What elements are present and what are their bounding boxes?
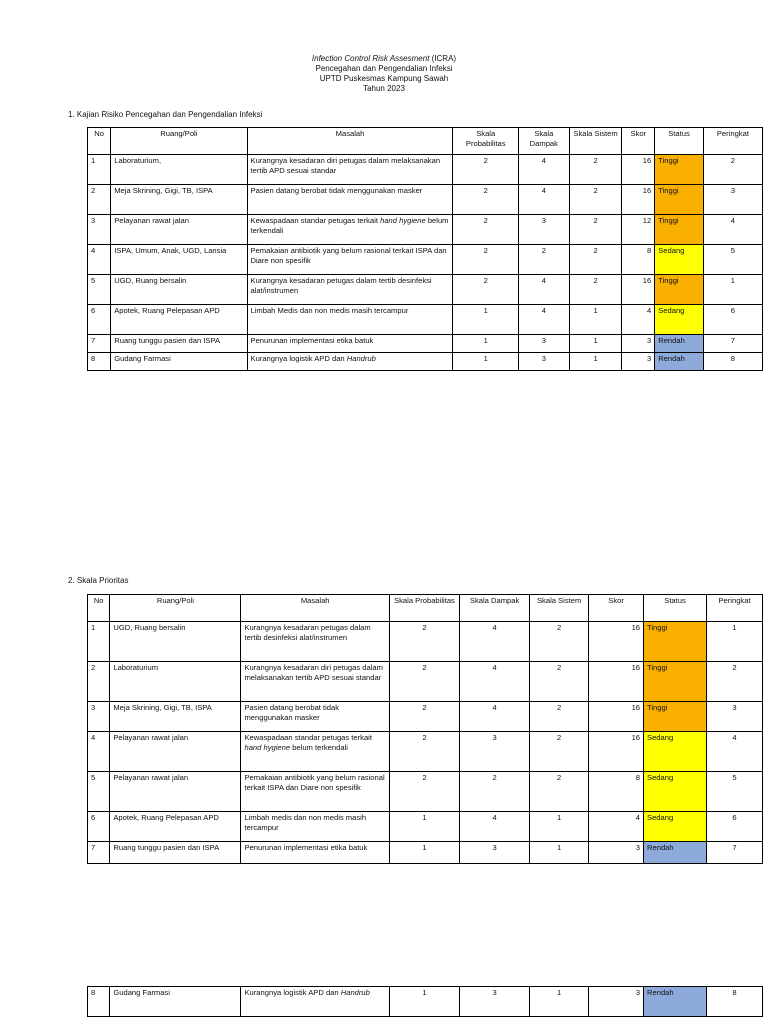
cell-probabilitas: 2 — [389, 662, 459, 702]
cell-no: 5 — [88, 772, 110, 812]
col-status-header: Status — [655, 128, 704, 155]
table-row — [88, 622, 763, 662]
cell-skor: 8 — [622, 245, 655, 275]
cell-no: 4 — [88, 732, 110, 772]
cell-ruang: Meja Skrining, Gigi, TB, ISPA — [111, 185, 247, 215]
cell-dampak: 4 — [518, 155, 569, 185]
cell-probabilitas: 1 — [453, 353, 518, 371]
cell-sistem: 2 — [569, 155, 622, 185]
col-skor-header: Skor — [589, 595, 644, 622]
cell-peringkat: 3 — [707, 702, 763, 732]
cell-masalah: Kewaspadaan standar petugas terkait hand hygiene belum terkendali — [241, 732, 389, 772]
cell-sistem: 1 — [569, 335, 622, 353]
cell-peringkat: 8 — [703, 353, 762, 371]
cell-no: 8 — [88, 353, 111, 371]
col-ruang-header: Ruang/Poli — [111, 128, 247, 155]
cell-probabilitas: 1 — [389, 812, 459, 842]
col-peringkat-header: Peringkat — [707, 595, 763, 622]
cell-sistem: 2 — [569, 245, 622, 275]
cell-peringkat: 4 — [707, 732, 763, 772]
status-cell: Sedang — [644, 732, 707, 772]
col-probabilitas-header: Skala Probabilitas — [389, 595, 459, 622]
cell-probabilitas: 2 — [453, 185, 518, 215]
cell-peringkat: 5 — [703, 245, 762, 275]
cell-probabilitas: 2 — [453, 245, 518, 275]
document-header — [0, 54, 768, 94]
cell-ruang: UGD, Ruang bersalin — [111, 275, 247, 305]
table-row — [88, 245, 763, 275]
cell-peringkat: 1 — [707, 622, 763, 662]
cell-masalah: Pemakaian antibiotik yang belum rasional terkait ISPA dan Diare non spesifik — [247, 245, 453, 275]
cell-dampak: 3 — [518, 215, 569, 245]
cell-ruang: ISPA, Umum, Anak, UGD, Lansia — [111, 245, 247, 275]
cell-sistem: 2 — [569, 215, 622, 245]
cell-skor: 8 — [589, 772, 644, 812]
cell-masalah: Kurangnya kesadaran petugas dalam tertib desinfeksi alat/instrumen — [241, 622, 389, 662]
cell-probabilitas: 2 — [453, 275, 518, 305]
cell-dampak: 2 — [460, 772, 530, 812]
col-skor-header: Skor — [622, 128, 655, 155]
cell-probabilitas: 2 — [389, 732, 459, 772]
cell-dampak: 4 — [460, 622, 530, 662]
status-cell: Tinggi — [644, 702, 707, 732]
cell-no: 2 — [88, 185, 111, 215]
cell-probabilitas: 2 — [389, 772, 459, 812]
cell-peringkat: 5 — [707, 772, 763, 812]
cell-sistem: 1 — [569, 353, 622, 371]
cell-dampak: 3 — [518, 335, 569, 353]
cell-sistem: 2 — [530, 662, 589, 702]
cell-skor: 12 — [622, 215, 655, 245]
table-row — [88, 215, 763, 245]
cell-masalah: Limbah medis dan non medis masih tercampur — [241, 812, 389, 842]
cell-sistem: 2 — [530, 622, 589, 662]
cell-no: 3 — [88, 215, 111, 245]
cell-sistem: 2 — [569, 275, 622, 305]
cell-ruang: Apotek, Ruang Pelepasan APD — [111, 305, 247, 335]
status-cell: Sedang — [655, 305, 704, 335]
document-title: Infection Control Risk Assesment (ICRA) — [311, 54, 457, 63]
status-cell: Rendah — [655, 335, 704, 353]
status-cell: Tinggi — [644, 622, 707, 662]
col-sistem-header: Skala Sistem — [530, 595, 589, 622]
cell-skor: 16 — [589, 732, 644, 772]
cell-masalah: Kurangnya kesadaran diri petugas dalam melaksanakan tertib APD sesuai standar — [247, 155, 453, 185]
cell-peringkat: 3 — [703, 185, 762, 215]
cell-ruang: Gudang Farmasi — [110, 987, 241, 1017]
cell-probabilitas: 1 — [453, 305, 518, 335]
table-row — [88, 155, 763, 185]
cell-probabilitas: 2 — [389, 622, 459, 662]
cell-sistem: 2 — [530, 702, 589, 732]
cell-dampak: 4 — [518, 185, 569, 215]
cell-no: 1 — [88, 155, 111, 185]
cell-probabilitas: 1 — [453, 335, 518, 353]
cell-probabilitas: 1 — [389, 842, 459, 864]
table-row — [88, 185, 763, 215]
cell-masalah: Kurangnya kesadaran petugas dalam tertib desinfeksi alat/instrumen — [247, 275, 453, 305]
cell-skor: 16 — [622, 275, 655, 305]
risk-assessment-table — [87, 127, 763, 371]
cell-no: 5 — [88, 275, 111, 305]
cell-dampak: 4 — [460, 812, 530, 842]
table-row — [88, 275, 763, 305]
cell-masalah: Pasien datang berobat tidak menggunakan masker — [241, 702, 389, 732]
cell-dampak: 3 — [518, 353, 569, 371]
table-row — [88, 662, 763, 702]
status-cell: Rendah — [644, 987, 707, 1017]
cell-no: 7 — [88, 842, 110, 864]
cell-dampak: 3 — [460, 987, 530, 1017]
cell-skor: 16 — [622, 155, 655, 185]
table-row — [88, 702, 763, 732]
status-cell: Tinggi — [655, 185, 704, 215]
status-cell: Rendah — [644, 842, 707, 864]
cell-no: 3 — [88, 702, 110, 732]
cell-masalah: Limbah Medis dan non medis masih tercampur — [247, 305, 453, 335]
cell-ruang: Ruang tunggu pasien dan ISPA — [111, 335, 247, 353]
cell-ruang: Gudang Farmasi — [111, 353, 247, 371]
cell-skor: 3 — [589, 842, 644, 864]
institution-name: UPTD Puskesmas Kampung Sawah — [319, 74, 449, 83]
priority-scale-table — [87, 594, 763, 864]
cell-ruang: Laboraturium, — [111, 155, 247, 185]
cell-masalah: Penurunan implementasi etika batuk — [247, 335, 453, 353]
col-status-header: Status — [644, 595, 707, 622]
table-header-row — [88, 128, 763, 155]
cell-peringkat: 4 — [703, 215, 762, 245]
cell-sistem: 1 — [569, 305, 622, 335]
status-cell: Sedang — [644, 772, 707, 812]
col-no-header: No — [88, 595, 110, 622]
cell-masalah: Pasien datang berobat tidak menggunakan masker — [247, 185, 453, 215]
cell-ruang: Ruang tunggu pasien dan ISPA — [110, 842, 241, 864]
cell-peringkat: 6 — [707, 812, 763, 842]
cell-skor: 4 — [589, 812, 644, 842]
cell-dampak: 3 — [460, 842, 530, 864]
document-year: Tahun 2023 — [363, 84, 405, 93]
table-row — [88, 305, 763, 335]
cell-peringkat: 7 — [703, 335, 762, 353]
status-cell: Tinggi — [655, 275, 704, 305]
table-row — [88, 842, 763, 864]
table-row — [88, 812, 763, 842]
table-row — [88, 732, 763, 772]
col-dampak-header: Skala Dampak — [518, 128, 569, 155]
table-row — [88, 353, 763, 371]
table-row — [88, 772, 763, 812]
cell-dampak: 4 — [518, 305, 569, 335]
priority-scale-table-continued — [87, 986, 763, 1017]
cell-sistem: 1 — [530, 812, 589, 842]
cell-ruang: UGD, Ruang bersalin — [110, 622, 241, 662]
cell-masalah: Penurunan implementasi etika batuk — [241, 842, 389, 864]
cell-probabilitas: 2 — [389, 702, 459, 732]
cell-skor: 16 — [589, 622, 644, 662]
cell-skor: 3 — [622, 335, 655, 353]
cell-dampak: 4 — [518, 275, 569, 305]
cell-masalah: Kewaspadaan standar petugas terkait hand hygiene belum terkendali — [247, 215, 453, 245]
cell-no: 6 — [88, 812, 110, 842]
status-cell: Tinggi — [655, 215, 704, 245]
cell-ruang: Apotek, Ruang Pelepasan APD — [110, 812, 241, 842]
cell-no: 1 — [88, 622, 110, 662]
cell-dampak: 2 — [518, 245, 569, 275]
cell-ruang: Pelayanan rawat jalan — [110, 772, 241, 812]
cell-masalah: Kurangnya logistik APD dan Handrub — [241, 987, 389, 1017]
col-peringkat-header: Peringkat — [703, 128, 762, 155]
cell-dampak: 4 — [460, 702, 530, 732]
col-no-header: No — [88, 128, 111, 155]
cell-sistem: 2 — [530, 772, 589, 812]
cell-skor: 4 — [622, 305, 655, 335]
cell-peringkat: 7 — [707, 842, 763, 864]
cell-ruang: Meja Skrining, Gigi, TB, ISPA — [110, 702, 241, 732]
col-probabilitas-header: Skala Probabilitas — [453, 128, 518, 155]
cell-skor: 3 — [589, 987, 644, 1017]
cell-probabilitas: 2 — [453, 215, 518, 245]
cell-sistem: 1 — [530, 842, 589, 864]
cell-skor: 16 — [589, 702, 644, 732]
cell-masalah: Kurangnya kesadaran diri petugas dalam melaksanakan tertib APD sesuai standar — [241, 662, 389, 702]
cell-sistem: 1 — [530, 987, 589, 1017]
status-cell: Tinggi — [655, 155, 704, 185]
col-sistem-header: Skala Sistem — [569, 128, 622, 155]
cell-skor: 16 — [589, 662, 644, 702]
cell-no: 2 — [88, 662, 110, 702]
table-header-row — [88, 595, 763, 622]
col-ruang-header: Ruang/Poli — [110, 595, 241, 622]
cell-sistem: 2 — [569, 185, 622, 215]
section2-title: 2. Skala Prioritas — [68, 576, 129, 585]
cell-ruang: Pelayanan rawat jalan — [110, 732, 241, 772]
cell-peringkat: 8 — [707, 987, 763, 1017]
cell-masalah: Pemakaian antibiotik yang belum rasional terkait ISPA dan Diare non spesifik — [241, 772, 389, 812]
status-cell: Sedang — [644, 812, 707, 842]
cell-dampak: 4 — [460, 662, 530, 702]
document-subtitle: Pencegahan dan Pengendalian Infeksi — [315, 64, 453, 73]
cell-ruang: Pelayanan rawat jalan — [111, 215, 247, 245]
cell-peringkat: 2 — [703, 155, 762, 185]
status-cell: Tinggi — [644, 662, 707, 702]
col-masalah-header: Masalah — [247, 128, 453, 155]
col-dampak-header: Skala Dampak — [460, 595, 530, 622]
cell-sistem: 2 — [530, 732, 589, 772]
cell-ruang: Laboraturium — [110, 662, 241, 702]
cell-no: 7 — [88, 335, 111, 353]
cell-no: 8 — [88, 987, 110, 1017]
cell-no: 6 — [88, 305, 111, 335]
cell-probabilitas: 2 — [453, 155, 518, 185]
cell-masalah: Kurangnya logistik APD dan Handrub — [247, 353, 453, 371]
cell-skor: 3 — [622, 353, 655, 371]
cell-probabilitas: 1 — [389, 987, 459, 1017]
col-masalah-header: Masalah — [241, 595, 389, 622]
table-row — [88, 987, 763, 1017]
cell-no: 4 — [88, 245, 111, 275]
status-cell: Rendah — [655, 353, 704, 371]
cell-dampak: 3 — [460, 732, 530, 772]
cell-peringkat: 6 — [703, 305, 762, 335]
section1-title: 1. Kajian Risiko Pencegahan dan Pengendalian Infeksi — [68, 110, 263, 119]
cell-skor: 16 — [622, 185, 655, 215]
cell-peringkat: 1 — [703, 275, 762, 305]
status-cell: Sedang — [655, 245, 704, 275]
table-row — [88, 335, 763, 353]
cell-peringkat: 2 — [707, 662, 763, 702]
